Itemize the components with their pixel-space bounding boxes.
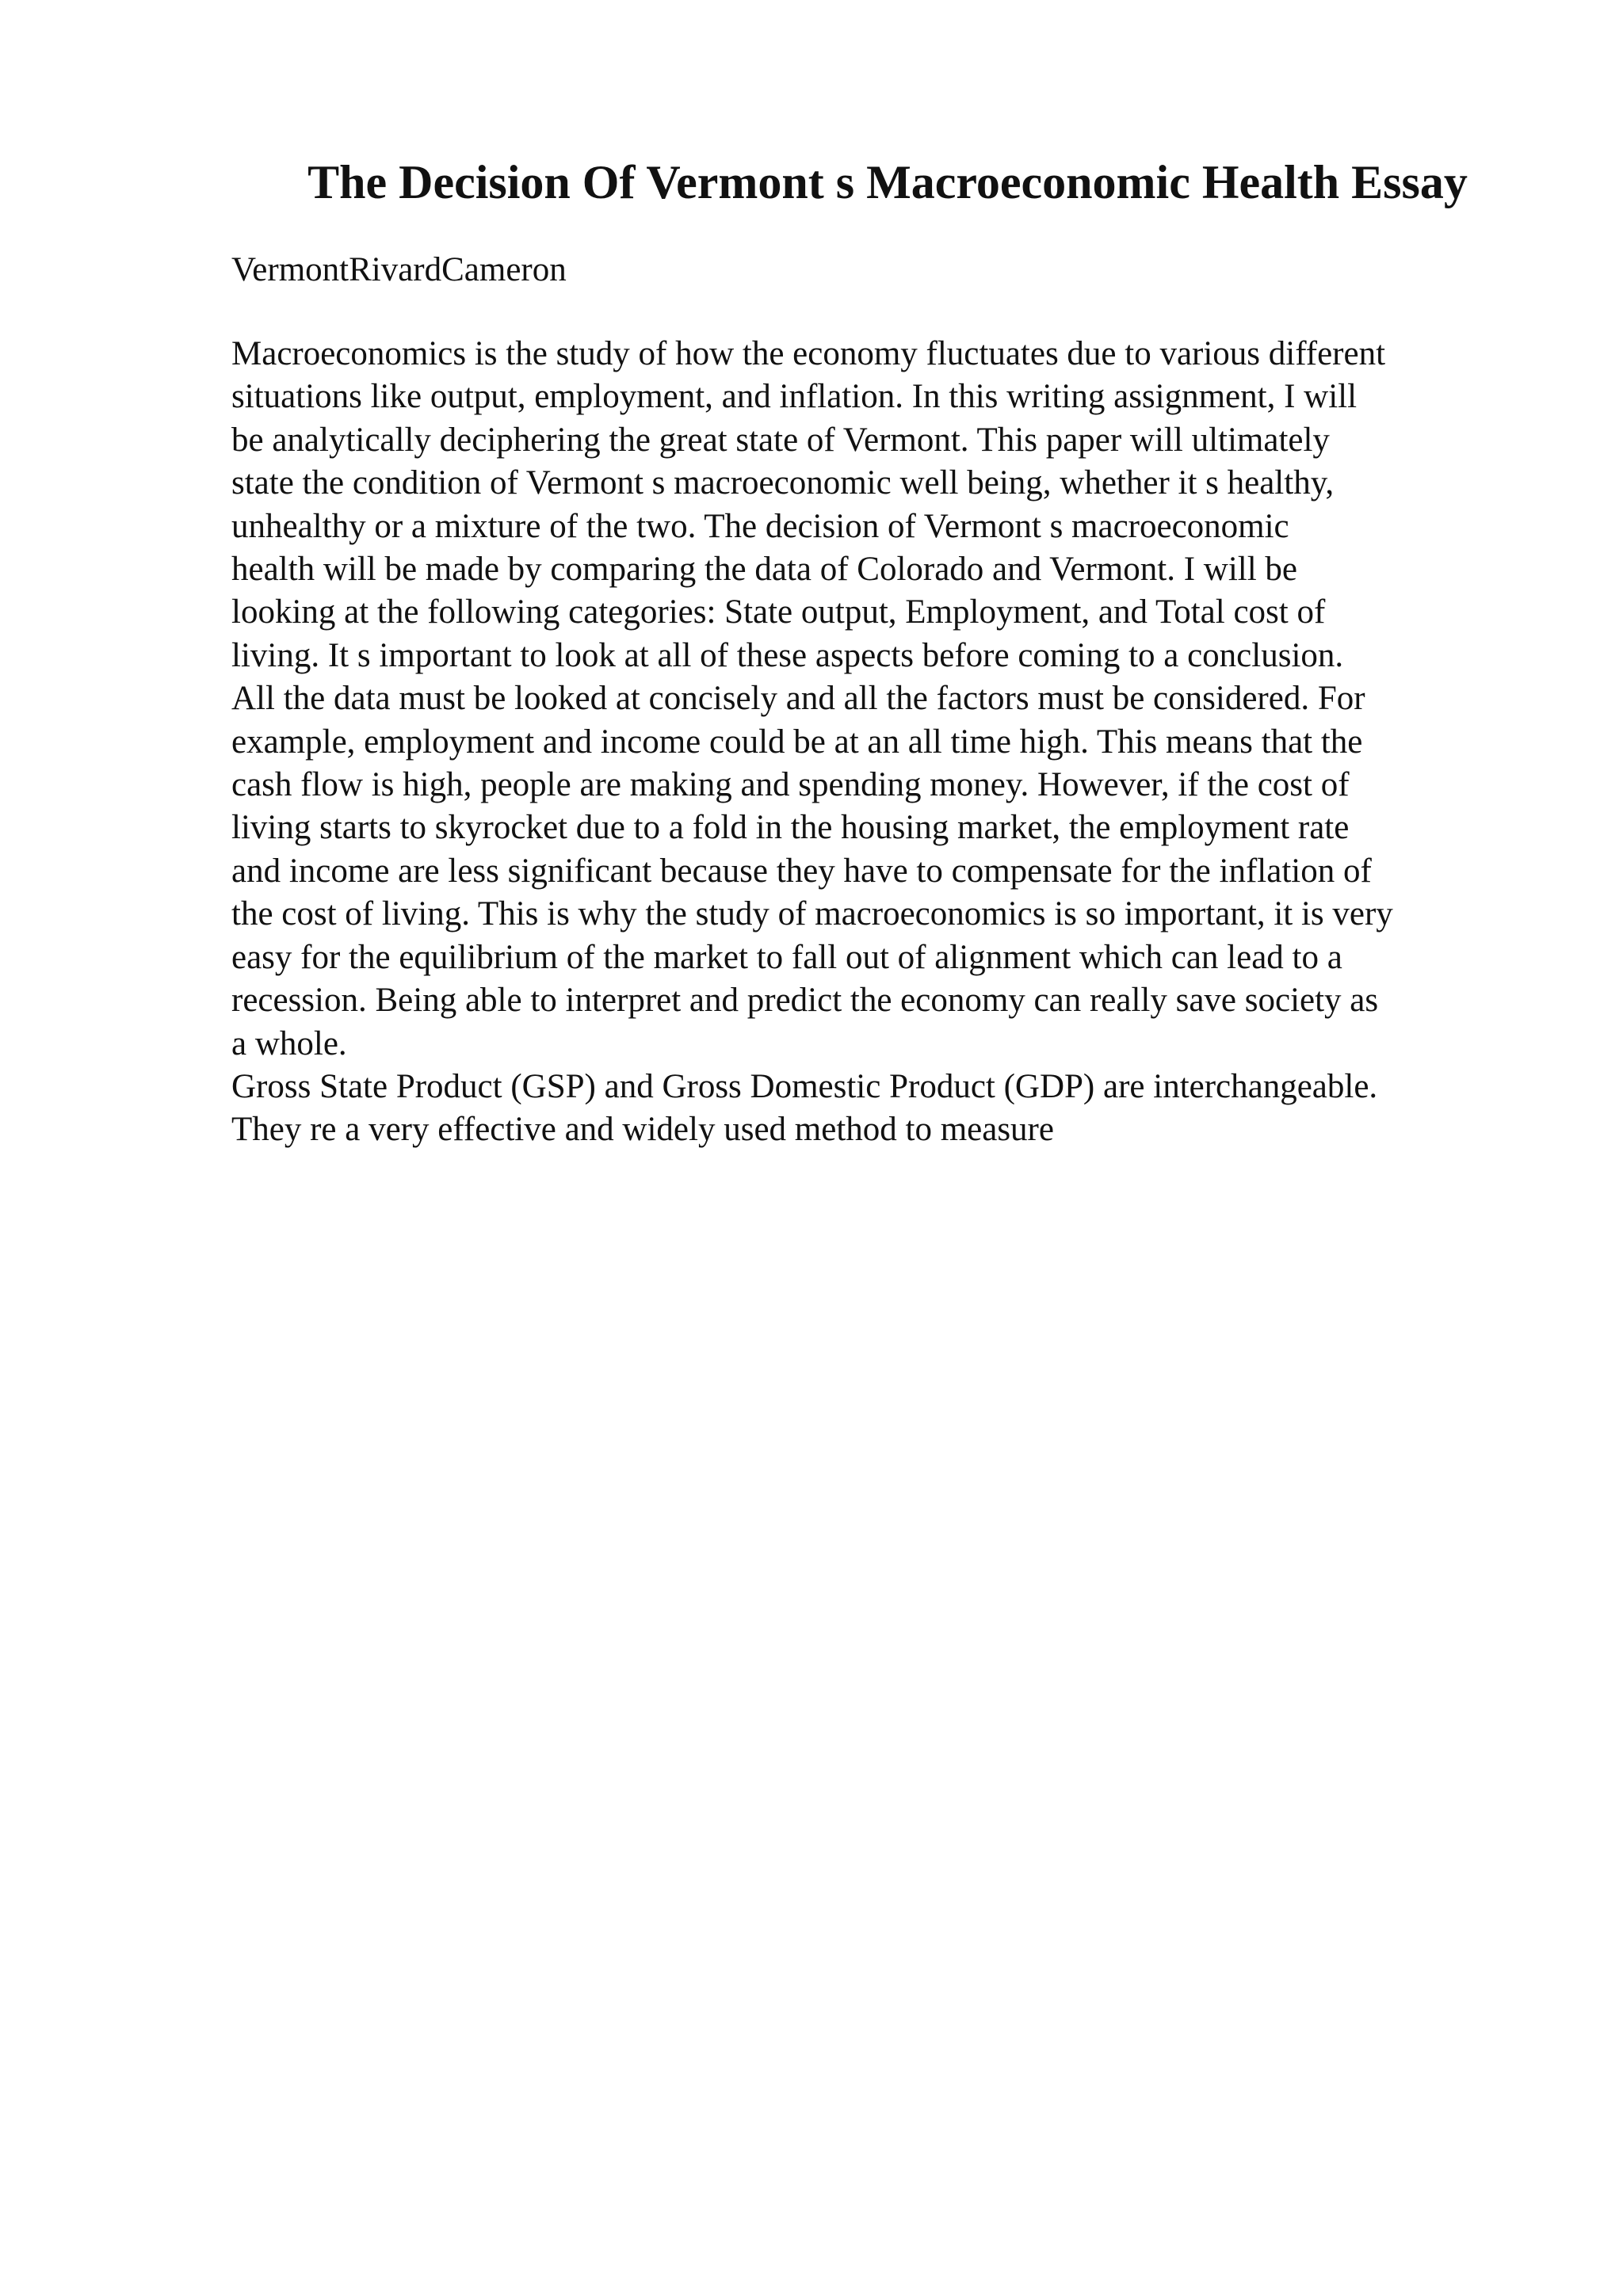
body-line: recession. Being able to interpret and predict the economy can really save society as <box>231 982 1379 1020</box>
body-line: state the condition of Vermont s macroeconomic well being, whether it s healthy, <box>231 464 1335 502</box>
body-line: be analytically deciphering the great state of Vermont. This paper will ultimately <box>231 421 1330 459</box>
essay-body <box>231 333 1539 1152</box>
body-line: Macroeconomics is the study of how the economy fluctuates due to various different <box>231 335 1386 372</box>
body-line: They re a very effective and widely used method to measure <box>231 1111 1054 1149</box>
body-line: easy for the equilibrium of the market to fall out of alignment which can lead to a <box>231 938 1342 976</box>
body-line: All the data must be looked at concisely and all the factors must be considered. For <box>231 680 1365 718</box>
body-line: looking at the following categories: State output, Employment, and Total cost of <box>231 593 1326 631</box>
body-line: health will be made by comparing the data of Colorado and Vermont. I will be <box>231 551 1297 589</box>
body-line: unhealthy or a mixture of the two. The decision of Vermont s macroeconomic <box>231 507 1289 545</box>
body-line: cash flow is high, people are making and spending money. However, if the cost of <box>231 766 1350 804</box>
author-line: VermontRivardCameron <box>231 251 567 288</box>
body-line: living. It s important to look at all of these aspects before coming to a conclusion. <box>231 636 1344 674</box>
body-line: living starts to skyrocket due to a fold in the housing market, the employment rate <box>231 809 1350 847</box>
body-line: Gross State Product (GSP) and Gross Domestic Product (GDP) are interchangeable. <box>231 1067 1378 1105</box>
document-title: The Decision Of Vermont s Macroeconomic Health Essay <box>307 156 1468 208</box>
body-line: example, employment and income could be at an all time high. This means that the <box>231 723 1363 761</box>
body-line: the cost of living. This is why the study of macroeconomics is so important, it is very <box>231 895 1393 933</box>
body-line: situations like output, employment, and inflation. In this writing assignment, I will <box>231 378 1358 416</box>
body-line: a whole. <box>231 1024 347 1062</box>
body-line: and income are less significant because they have to compensate for the inflation of <box>231 852 1372 890</box>
